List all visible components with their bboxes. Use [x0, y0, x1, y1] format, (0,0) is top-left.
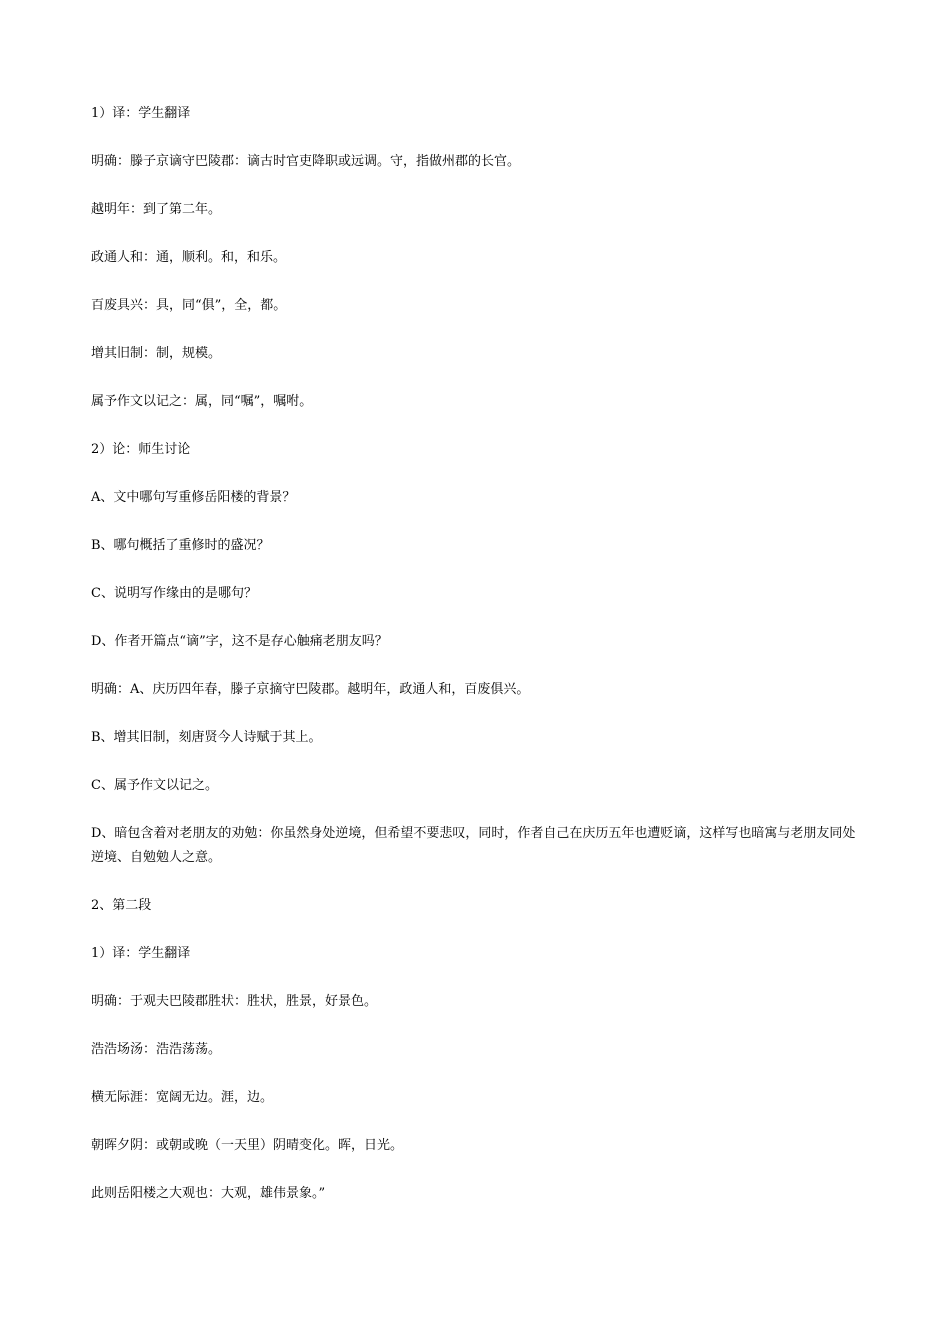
paragraph-answer-c: C、属予作文以记之。 [91, 778, 218, 793]
paragraph-zeng-qi-jiu-zhi: 增其旧制：制，规模。 [91, 346, 222, 361]
paragraph-question-b: B、哪句概括了重修时的盛况？ [91, 538, 270, 553]
paragraph-hao-hao-tang-tang: 浩浩场汤：浩浩荡荡。 [91, 1042, 222, 1057]
paragraph-zhu-yu-zuo-wen: 属予作文以记之：属，同“嘱”，嘱咐。 [91, 394, 313, 409]
paragraph-sheng-zhuang: 明确：于观夫巴陵郡胜状：胜状，胜景，好景色。 [91, 994, 378, 1009]
document-body [91, 102, 861, 1230]
paragraph-question-d: D、作者开篇点“谪”字，这不是存心触痛老朋友吗？ [91, 634, 388, 649]
paragraph-explanation-zhe-shou: 明确：滕子京谪守巴陵郡：谪古时官吏降职或远调。守，指做州郡的长官。 [91, 154, 521, 169]
paragraph-zhao-hui-xi-yin: 朝晖夕阴：或朝或晚（一天里）阴晴变化。晖，日光。 [91, 1138, 404, 1153]
paragraph-answer-d: D、暗包含着对老朋友的劝勉：你虽然身处逆境，但希望不要悲叹，同时，作者自己在庆历五年也遭贬谪，这样写也暗寓与老朋友同处逆境、自勉勉人之意。 [91, 826, 856, 865]
paragraph-da-guan: 此则岳阳楼之大观也：大观，雄伟景象。” [91, 1186, 326, 1201]
paragraph-translation-heading: 1）译：学生翻译 [91, 106, 191, 121]
paragraph-discussion-heading: 2）论：师生讨论 [91, 442, 191, 457]
paragraph-zheng-tong-ren-he: 政通人和：通，顺利。和，和乐。 [91, 250, 287, 265]
paragraph-question-c: C、说明写作缘由的是哪句？ [91, 586, 257, 601]
paragraph-bai-fei-ju-xing: 百废具兴：具，同“俱”，全，都。 [91, 298, 287, 313]
paragraph-heng-wu-ji-ya: 横无际涯：宽阔无边。涯，边。 [91, 1090, 274, 1105]
paragraph-answer-a: 明确：A、庆历四年春，滕子京摘守巴陵郡。越明年，政通人和，百废俱兴。 [91, 682, 530, 697]
paragraph-yue-ming-nian: 越明年：到了第二年。 [91, 202, 222, 217]
paragraph-answer-b: B、增其旧制，刻唐贤今人诗赋于其上。 [91, 730, 322, 745]
paragraph-section-two-heading: 2、第二段 [91, 898, 152, 913]
paragraph-question-a: A、文中哪句写重修岳阳楼的背景？ [91, 490, 296, 505]
paragraph-translation-heading-2: 1）译：学生翻译 [91, 946, 191, 961]
